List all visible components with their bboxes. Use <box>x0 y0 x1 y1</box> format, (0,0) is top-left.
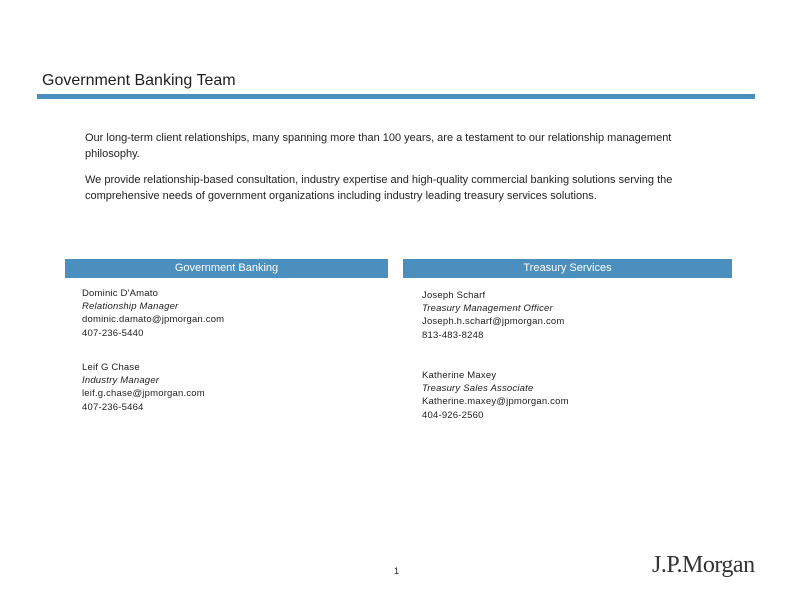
contact-email: dominic.damato@jpmorgan.com <box>82 314 225 326</box>
contact-role: Treasury Management Officer <box>422 303 553 315</box>
contact-name: Leif G Chase <box>82 362 140 373</box>
contact-name: Joseph Scharf <box>422 290 486 301</box>
intro-paragraph: Our long-term client relationships, many spanning more than 100 years, are a testament to our relationship management philosophy. <box>85 132 672 160</box>
page-number: 1 <box>394 566 400 576</box>
contact-role: Relationship Manager <box>82 301 179 313</box>
contact-phone: 813-483-8248 <box>422 329 484 341</box>
contact-name: Katherine Maxey <box>422 370 497 381</box>
contact-card <box>422 289 565 342</box>
contact-card <box>82 287 224 340</box>
page-title: Government Banking Team <box>42 72 236 89</box>
contact-email: Katherine.maxey@jpmorgan.com <box>422 396 569 408</box>
contact-phone: 404-926-2560 <box>422 409 484 421</box>
contact-role: Industry Manager <box>82 375 160 387</box>
contact-email: leif.g.chase@jpmorgan.com <box>82 388 205 400</box>
contact-card <box>422 369 569 422</box>
contact-phone: 407-236-5464 <box>82 401 144 413</box>
jpmorgan-logo: J.P.Morgan <box>652 552 755 578</box>
title-rule <box>37 94 755 99</box>
services-paragraph: We provide relationship-based consultation, industry expertise and high-quality commercial banking solutions serving the comprehensive needs of government organizations including industry leading treasury services solutions. <box>85 174 673 202</box>
contact-card <box>82 361 205 414</box>
contact-email: Joseph.h.scharf@jpmorgan.com <box>422 316 565 328</box>
contact-phone: 407-236-5440 <box>82 327 144 339</box>
government-banking-header: Government Banking <box>65 259 388 278</box>
contact-name: Dominic D'Amato <box>82 288 159 299</box>
treasury-services-header: Treasury Services <box>403 259 732 278</box>
contact-role: Treasury Sales Associate <box>422 383 534 395</box>
